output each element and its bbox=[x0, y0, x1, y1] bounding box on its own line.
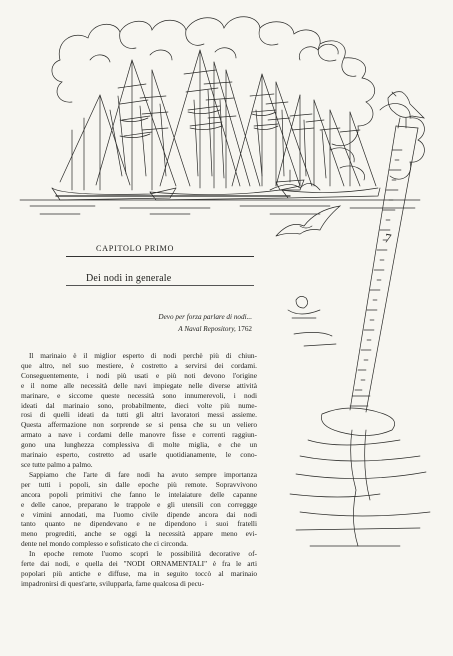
text-line: ideati dal marinaio sono, probabilmente, dieci volte più nume- bbox=[21, 400, 257, 410]
text-line: armato a nave i cordami delle manovre fisse e correnti raggiun- bbox=[21, 430, 257, 440]
epigraph bbox=[158, 311, 252, 335]
text-line: ferte dai nodi, e quella dei "NODI ORNAMENTALI" è fra le arti bbox=[21, 559, 257, 569]
text-line: e delle canoe, preparano le trappole e gli utensili con correggge bbox=[21, 499, 257, 509]
text-line: per tutti i popoli, sin dalle epoche più remote. Sopravvivono bbox=[21, 479, 257, 489]
text-line: Sappiamo che l'arte di fare nodi ha avuto sempre importanza bbox=[29, 469, 257, 479]
text-line: Conseguentemente, i nodi più usati e più noti devono l'origine bbox=[21, 370, 257, 380]
text-line: marinare, e siccome queste necessità sono innumerevoli, i nodi bbox=[21, 390, 257, 400]
paragraph bbox=[21, 470, 257, 549]
text-line: que altro, nel suo mestiere, è costretto a servirsi dei cordami. bbox=[21, 360, 257, 370]
epigraph-year: 1762 bbox=[237, 325, 252, 333]
paragraph bbox=[21, 549, 257, 589]
body-text bbox=[21, 351, 257, 589]
text-line: impadronirsi di quest'arte, svilupparla, farne qualcosa di pecu- bbox=[21, 578, 205, 588]
text-line: Il marinaio è il miglior esperto di nodi perchè più di chiun- bbox=[29, 351, 257, 360]
text-line: In epoche remote l'uomo scoprì le possibilità decorative of- bbox=[29, 549, 257, 559]
pole-water-ripples bbox=[321, 408, 394, 436]
chapter-title: Dei nodi in generale bbox=[86, 273, 172, 284]
pole-number: 7 bbox=[383, 230, 393, 247]
clouds-outline bbox=[59, 17, 374, 146]
text-line: rosi di quelli ideati da tutti gli altri lavoratori messi assieme. bbox=[21, 410, 257, 420]
text-line: meno progrediti, anche se oggi la necessità appare meno evi- bbox=[21, 529, 257, 539]
text-line: popolari più antiche e diffuse, ma in seguito toccò al marinaio bbox=[21, 568, 257, 578]
chapter-rule bbox=[66, 256, 254, 257]
epigraph-quote: Devo per forza parlare di nodi... bbox=[158, 313, 252, 321]
epigraph-source bbox=[158, 323, 252, 335]
text-line: tanto quanto ne dipendevano e ne dipendono i suoi fratelli bbox=[21, 519, 257, 529]
paragraph bbox=[21, 351, 257, 470]
text-line: dente nel mondo complesso e sofisticato che ci circonda. bbox=[21, 539, 189, 549]
text-line: marinaio esperto, costretto ad usarle quotidianamente, le cono- bbox=[21, 450, 257, 460]
gull-perched bbox=[388, 92, 424, 118]
gull-flying bbox=[276, 206, 340, 236]
epigraph-source-name: A Naval Repository, bbox=[178, 325, 236, 333]
text-line: ancora popoli primitivi che fanno le intelaiature delle capanne bbox=[21, 489, 257, 499]
mast-lines bbox=[72, 50, 350, 190]
text-line: sce tutte palmo a palmo. bbox=[21, 459, 93, 469]
ship-hulls bbox=[52, 186, 378, 195]
text-line: Questa affermazione non sorprende se si pensa che su un veliero bbox=[21, 420, 257, 430]
chapter-label: CAPITOLO PRIMO bbox=[96, 244, 175, 253]
text-line: e vimini annodati, ma l'uomo civile dipende ancora dai nodi bbox=[21, 509, 257, 519]
title-rule bbox=[66, 285, 254, 286]
text-line: gono una lunghezza complessiva di molte miglia, e che un bbox=[21, 440, 257, 450]
text-line: e il nome alle necessità delle navi impiegate nelle diverse attività bbox=[21, 380, 257, 390]
floating-buoy bbox=[296, 296, 308, 308]
